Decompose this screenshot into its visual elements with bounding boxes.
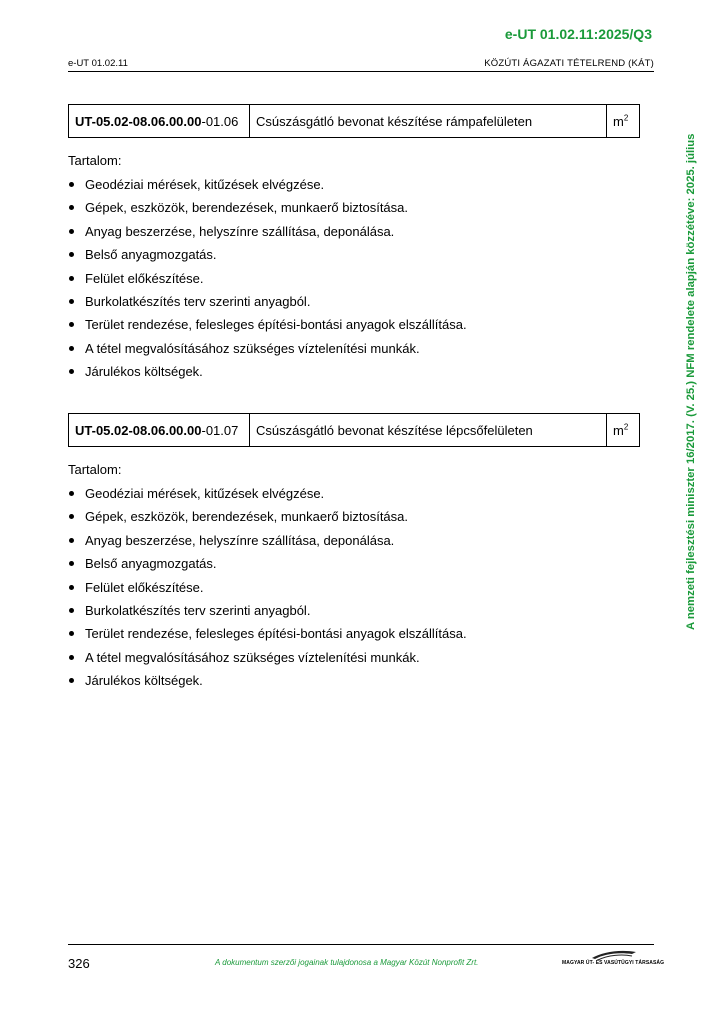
bullet-icon [69,561,74,566]
copyright-notice: A dokumentum szerzői jogainak tulajdonosa a Magyar Közút Nonprofit Zrt. [215,958,479,967]
item-code: UT-05.02-08.06.00.00-01.06 [69,105,250,138]
item-table-2 [68,413,640,447]
bullet-icon [69,369,74,374]
list-item: Anyag beszerzése, helyszínre szállítása, deponálása. [68,532,467,555]
contents-title: Tartalom: [68,462,122,477]
item-contents-2 [68,462,467,696]
bullet-icon [69,655,74,660]
list-item: Anyag beszerzése, helyszínre szállítása, deponálása. [68,223,467,246]
item-description: Csúszásgátló bevonat készítése lépcsőfelületen [250,414,607,447]
bullet-icon [69,585,74,590]
list-item: Gépek, eszközök, berendezések, munkaerő biztosítása. [68,199,467,222]
list-item: Felület előkészítése. [68,270,467,293]
document-code: e-UT 01.02.11:2025/Q3 [504,26,652,42]
logo-text: MAGYAR ÚT- ÉS VASÚTÜGYI TÁRSASÁG [562,960,665,966]
list-item: Burkolatkészítés terv szerinti anyagból. [68,293,467,316]
bullet-icon [69,678,74,683]
bullet-icon [69,514,74,519]
bullet-icon [69,322,74,327]
list-item: Gépek, eszközök, berendezések, munkaerő biztosítása. [68,508,467,531]
publication-note: A nemzeti fejlesztési miniszter 16/2017. (V. 25.) NFM rendelete alapján közzétéve: 2025. július [685,133,697,630]
bullet-icon [69,299,74,304]
bullet-icon [69,252,74,257]
contents-title: Tartalom: [68,153,122,168]
contents-list [68,485,467,696]
page-header [68,58,654,72]
list-item: A tétel megvalósításához szükséges víztelenítési munkák. [68,340,467,363]
bullet-icon [69,608,74,613]
bullet-icon [69,538,74,543]
bullet-icon [69,631,74,636]
header-right: KÖZÚTI ÁGAZATI TÉTELREND (KÁT) [484,58,654,69]
contents-list [68,176,467,387]
item-description: Csúszásgátló bevonat készítése rámpafelületen [250,105,607,138]
item-unit: $m^2$ [607,414,640,447]
bullet-icon [69,491,74,496]
bullet-icon [69,346,74,351]
item-code: UT-05.02-08.06.00.00-01.07 [69,414,250,447]
item-table-1 [68,104,640,138]
list-item: Burkolatkészítés terv szerinti anyagból. [68,602,467,625]
list-item: Felület előkészítése. [68,579,467,602]
list-item: Járulékos költségek. [68,363,467,386]
list-item: Terület rendezése, felesleges építési-bontási anyagok elszállítása. [68,316,467,339]
item-contents-1 [68,153,467,387]
list-item: A tétel megvalósításához szükséges víztelenítési munkák. [68,649,467,672]
bullet-icon [69,205,74,210]
list-item: Geodéziai mérések, kitűzések elvégzése. [68,485,467,508]
list-item: Belső anyagmozgatás. [68,555,467,578]
bullet-icon [69,182,74,187]
page-number: 326 [68,956,90,971]
list-item: Geodéziai mérések, kitűzések elvégzése. [68,176,467,199]
item-unit: $m^2$ [607,105,640,138]
list-item: Belső anyagmozgatás. [68,246,467,269]
list-item: Terület rendezése, felesleges építési-bontási anyagok elszállítása. [68,625,467,648]
list-item: Járulékos költségek. [68,672,467,695]
bullet-icon [69,276,74,281]
footer-divider [68,944,654,945]
bullet-icon [69,229,74,234]
header-left: e-UT 01.02.11 [68,58,128,69]
